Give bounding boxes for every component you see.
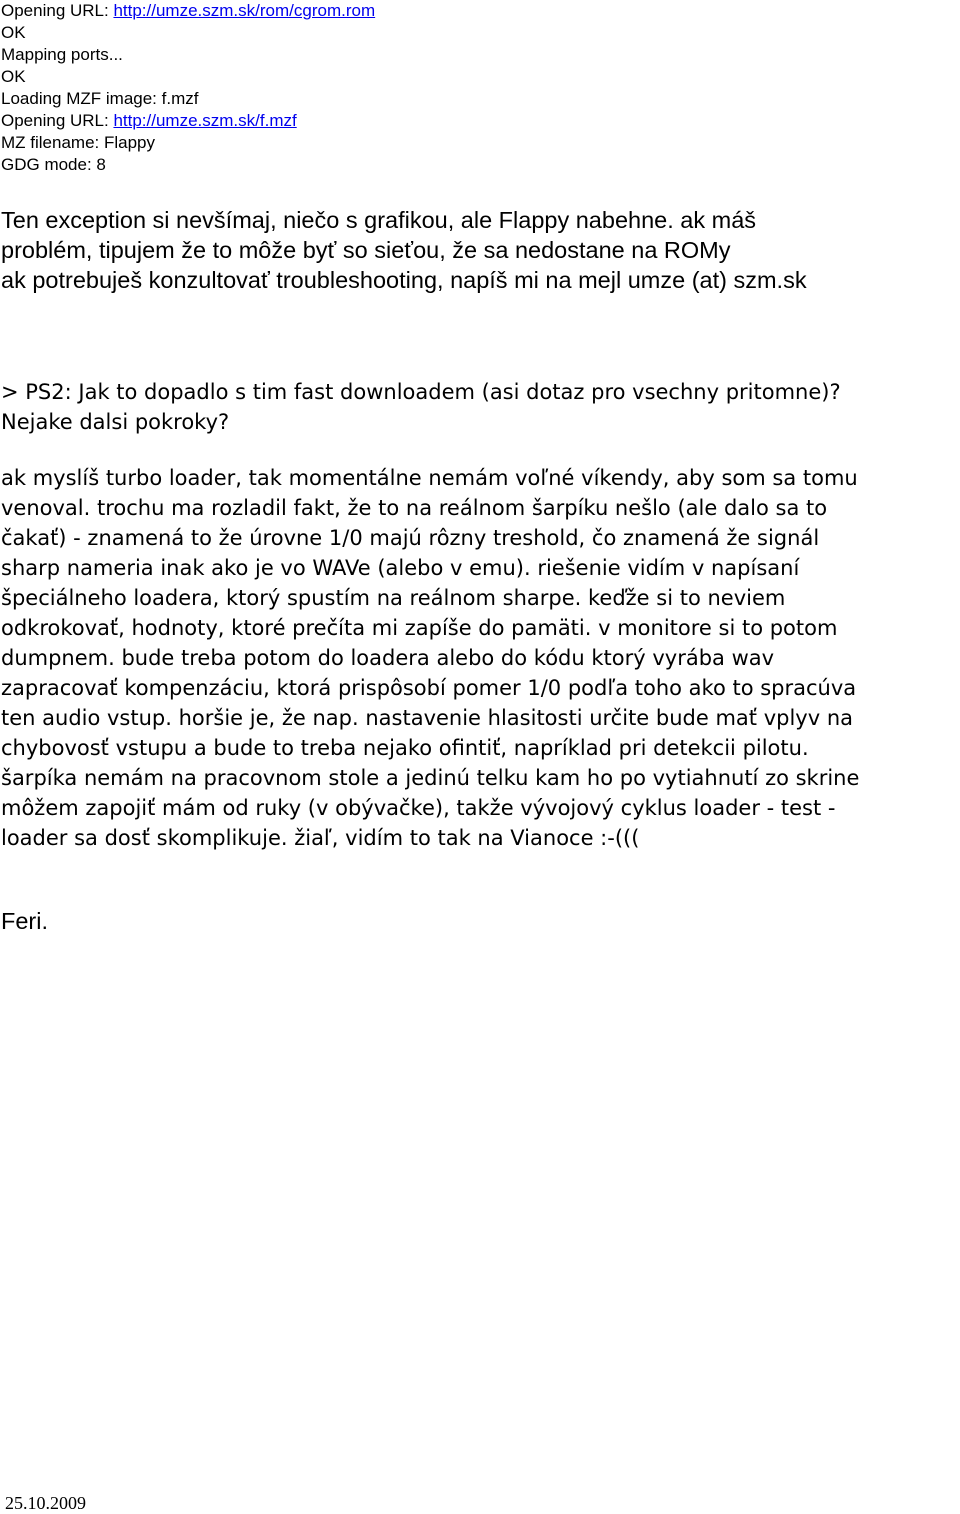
- text-line: ak myslíš turbo loader, tak momentálne nemám voľné víkendy, aby som sa tomu: [1, 466, 858, 490]
- text-line: dumpnem. bude treba potom do loadera alebo do kódu ktorý vyrába wav: [1, 646, 775, 670]
- signature: Feri.: [1, 908, 48, 934]
- log-label: Opening URL:: [1, 111, 114, 130]
- text-line: môžem zapojiť mám od ruky (v obývačke), takže vývojový cyklus loader - test -: [1, 796, 836, 820]
- text-line: venoval. trochu ma rozladil fakt, že to na reálnom šarpíku nešlo (ale dalo sa to: [1, 496, 828, 520]
- text-line: Ten exception si nevšímaj, niečo s grafikou, ale Flappy nabehne. ak máš: [1, 207, 757, 233]
- mzf-url-link[interactable]: http://umze.szm.sk/f.mzf: [113, 111, 297, 130]
- text-line: chybovosť vstupu a bude to treba nejako ofintiť, napríklad pri detekcii pilotu.: [1, 736, 809, 760]
- footer-date: 25.10.2009: [5, 1493, 86, 1513]
- rom-url-link[interactable]: http://umze.szm.sk/rom/cgrom.rom: [113, 1, 376, 20]
- note-paragraph: [1, 205, 959, 295]
- log-line: OK: [1, 67, 26, 86]
- text-line: zapracovať kompenzáciu, ktorá prispôsobí pomer 1/0 podľa toho ako to spracúva: [1, 676, 857, 700]
- log-line: MZ filename: Flappy: [1, 133, 155, 152]
- log-label: Opening URL:: [1, 1, 114, 20]
- text-line: > PS2: Jak to dopadlo s tim fast downloadem (asi dotaz pro vsechny pritomne)?: [1, 380, 841, 404]
- text-line: problém, tipujem že to môže byť so sieťou, že sa nedostane na ROMy: [1, 237, 731, 263]
- text-line: Nejake dalsi pokroky?: [1, 410, 230, 434]
- reply-paragraph: [1, 463, 959, 853]
- text-line: čakať) - znamená to že úrovne 1/0 majú rôzny treshold, čo znamená že signál: [1, 526, 820, 550]
- log-line: [1, 110, 375, 132]
- log-line: Mapping ports...: [1, 45, 123, 64]
- text-line: ak potrebuješ konzultovať troubleshooting, napíš mi na mejl umze (at) szm.sk: [1, 267, 807, 293]
- text-line: sharp nameria inak ako je vo WAVe (alebo v emu). riešenie vidím v napísaní: [1, 556, 800, 580]
- text-line: špeciálneho loadera, ktorý spustím na reálnom sharpe. keďže si to neviem: [1, 586, 786, 610]
- quoted-question: [1, 377, 959, 437]
- log-line: OK: [1, 23, 26, 42]
- console-log: [1, 0, 375, 176]
- log-line: GDG mode: 8: [1, 155, 106, 174]
- text-line: loader sa dosť skomplikuje. žiaľ, vidím to tak na Vianoce :-(((: [1, 826, 640, 850]
- text-line: odkrokovať, hodnoty, ktoré prečíta mi zapíše do pamäti. v monitore si to potom: [1, 616, 838, 640]
- text-line: ten audio vstup. horšie je, že nap. nastavenie hlasitosti určite bude mať vplyv na: [1, 706, 853, 730]
- log-line: [1, 0, 375, 22]
- log-line: Loading MZF image: f.mzf: [1, 89, 199, 108]
- text-line: šarpíka nemám na pracovnom stole a jedinú telku kam ho po vytiahnutí zo skrine: [1, 766, 860, 790]
